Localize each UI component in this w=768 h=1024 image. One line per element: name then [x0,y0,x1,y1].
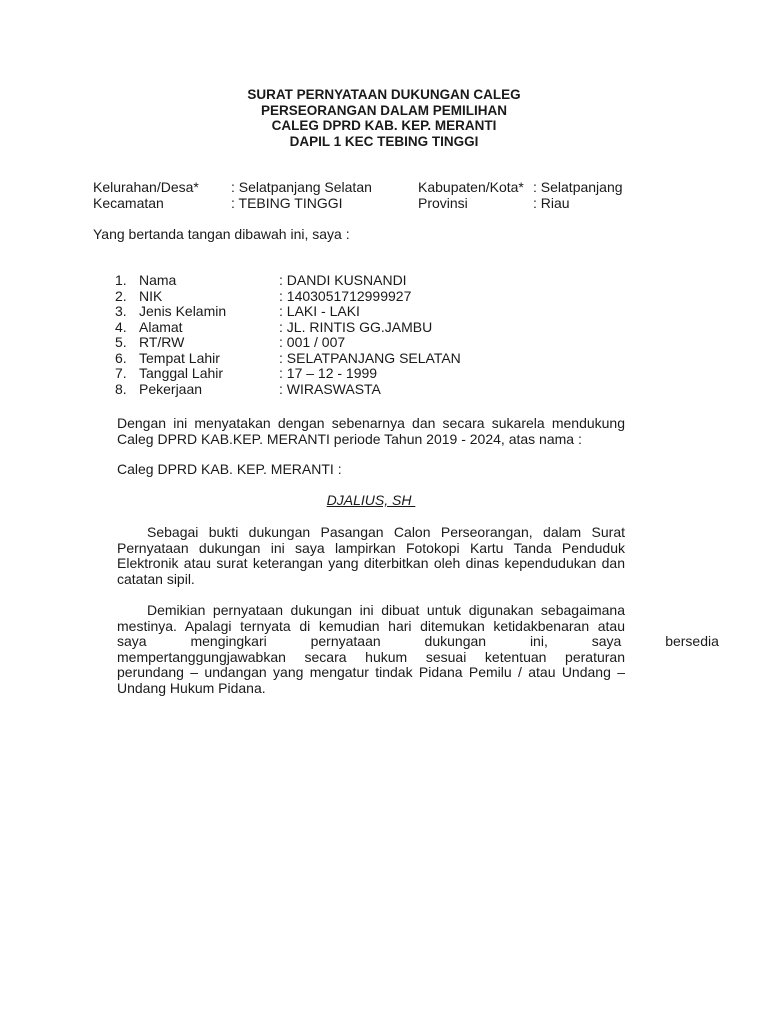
item-value: : SELATPANJANG SELATAN [279,349,461,366]
location-row [93,196,653,212]
statement-paragraph [117,416,625,447]
identity-item [115,289,635,305]
identity-item [115,320,635,336]
identity-item [115,366,635,382]
title-line-2: PERSEORANGAN DALAM PEMILIHAN [260,102,507,118]
item-value: : 17 – 12 - 1999 [279,365,378,381]
identity-list [115,273,635,397]
item-number: 5. [115,334,127,350]
item-number: 7. [115,365,127,381]
item-value: : DANDI KUSNANDI [279,272,407,288]
paragraph-line: Dengan ini menyatakan dengan sebenarnya dan secara sukarela mendukung [117,415,625,431]
identity-item [115,382,635,398]
provinsi-value: : Riau [533,194,570,211]
title-line-4: DAPIL 1 KEC TEBING TINGGI [289,133,479,149]
item-number: 3. [115,303,127,319]
paragraph-line: saya mengingkari pernyataan dukungan ini, saya bersedia [117,633,719,649]
identity-item [115,273,635,289]
caleg-label: Caleg DPRD KAB. KEP. MERANTI : [117,461,342,477]
paragraph-line: Demikian pernyataan dukungan ini dibuat untuk digunakan sebagaimana [147,602,625,618]
kabupaten-value: : Selatpanjang [533,179,623,195]
paragraph-line: Pernyataan dukungan ini saya lampirkan Fotokopi Kartu Tanda Penduduk [117,539,625,556]
evidence-paragraph [117,525,625,587]
paragraph-line: Sebagai bukti dukungan Pasangan Calon Perseorangan, dalam Surat [147,524,625,540]
kecamatan-value: : TEBING TINGGI [231,194,343,211]
location-row [93,180,653,196]
item-label: Jenis Kelamin [139,303,227,319]
paragraph-line: catatan sipil. [117,570,195,587]
provinsi-label: Provinsi [418,194,468,211]
item-number: 8. [115,380,127,397]
item-label: NIK [139,287,163,304]
title-line-3: CALEG DPRD KAB. KEP. MERANTI [271,118,497,133]
item-value: : JL. RINTIS GG.JAMBU [279,318,433,335]
caleg-name: DJALIUS, SH [326,492,416,508]
kecamatan-label: Kecamatan [93,194,164,211]
identity-item [115,304,635,320]
intro-text: Yang bertanda tangan dibawah ini, saya : [93,226,350,242]
paragraph-line: Elektronik atau surat keterangan yang diterbitkan oleh dinas kependudukan dan [117,555,625,571]
item-label: Tempat Lahir [139,349,220,366]
closing-paragraph [117,602,719,696]
item-value: : 1403051712999927 [279,287,412,304]
paragraph-line: Caleg DPRD KAB.KEP. MERANTI periode Tahun 2019 - 2024, atas nama : [117,430,582,447]
item-label: Nama [139,272,177,288]
item-number: 4. [115,318,127,335]
item-label: RT/RW [139,334,185,350]
identity-item [115,335,635,351]
kelurahan-label: Kelurahan/Desa* [93,179,199,195]
identity-item [115,351,635,367]
item-number: 2. [115,287,127,304]
location-block [93,180,653,211]
paragraph-line: perundang – undangan yang mengatur tindak Pidana Pemilu / atau Undang – [117,664,625,680]
item-number: 1. [115,272,127,288]
item-label: Tanggal Lahir [139,365,224,381]
item-value: : 001 / 007 [279,334,346,350]
item-value: : WIRASWASTA [279,380,381,397]
paragraph-line: Undang Hukum Pidana. [117,679,266,696]
kelurahan-value: : Selatpanjang Selatan [231,179,372,195]
item-value: : LAKI - LAKI [279,303,360,319]
title-line-1: SURAT PERNYATAAN DUKUNGAN CALEG [247,87,521,102]
kabupaten-label: Kabupaten/Kota* [418,179,524,195]
item-number: 6. [115,349,127,366]
item-label: Pekerjaan [139,380,203,397]
paragraph-line: mempertanggungjawabkan secara hukum sesuai ketentuan peraturan [117,648,625,665]
item-label: Alamat [139,318,183,335]
paragraph-line: mestinya. Apalagi ternyata di kemudian hari ditemukan ketidakbenaran atau [117,617,625,634]
document-title [0,87,768,149]
